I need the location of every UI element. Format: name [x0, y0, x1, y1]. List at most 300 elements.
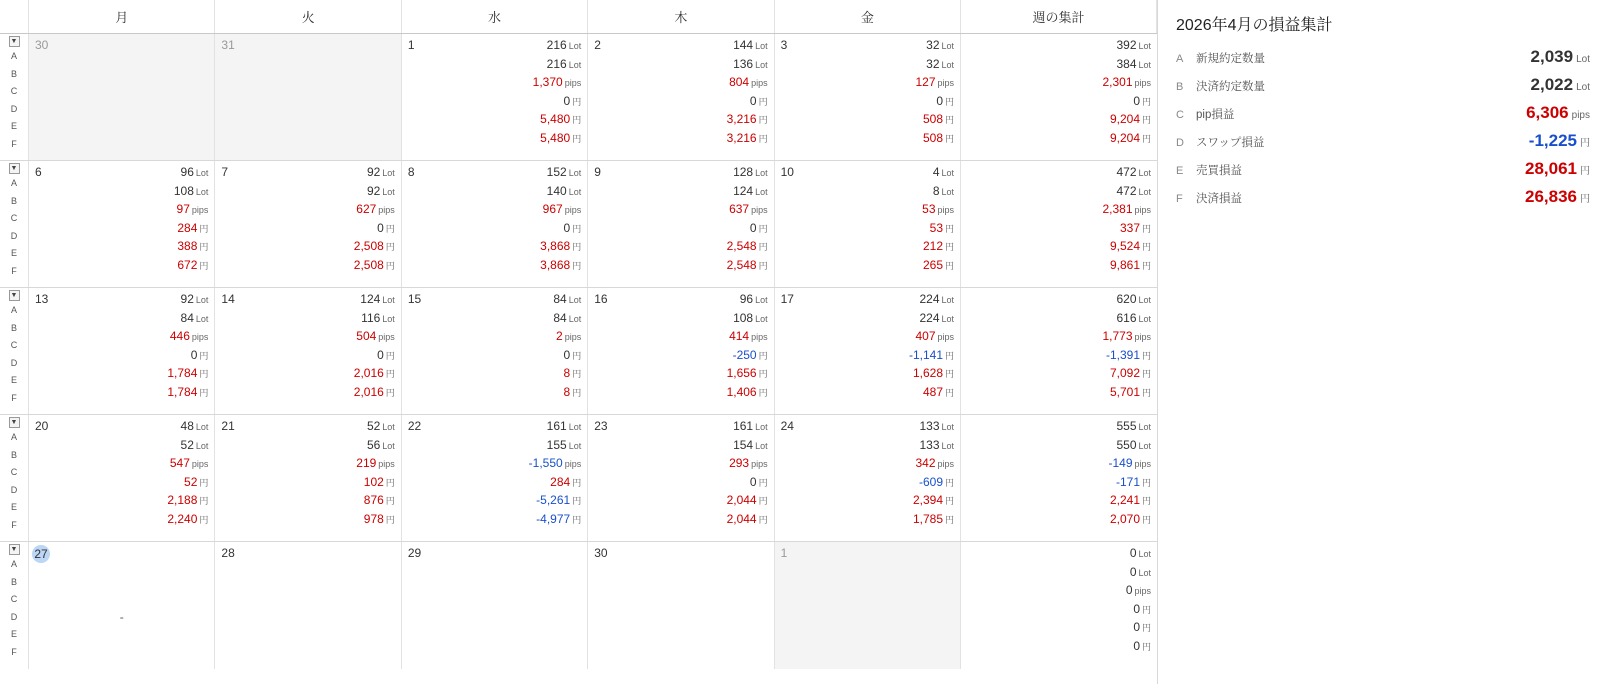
calendar-day-cell[interactable]: [402, 542, 588, 669]
metric-number: 96: [180, 165, 194, 179]
day-number: 7: [221, 165, 229, 179]
metric-number: 97: [176, 202, 190, 216]
metric-unit: Lot: [568, 295, 582, 305]
day-metric-value: [533, 111, 582, 130]
metric-unit: Lot: [568, 422, 582, 432]
day-metric-value: [167, 328, 208, 347]
metric-row-label: D: [10, 357, 18, 368]
metric-number: 284: [550, 474, 571, 489]
week-total-value: [1102, 183, 1151, 202]
metric-unit: 円: [572, 242, 582, 252]
day-metric-value: [913, 474, 954, 493]
metric-number: 392: [1116, 38, 1137, 52]
metric-number: 216: [546, 38, 567, 52]
week-total-value: [1102, 238, 1151, 257]
metric-number: 133: [919, 419, 940, 433]
row-label-column: [0, 161, 29, 287]
metric-unit: 円: [385, 496, 395, 506]
day-number: 21: [221, 419, 235, 433]
column-header-wed: 水: [402, 0, 588, 33]
day-metric-value: [909, 328, 954, 347]
metric-number: 96: [739, 292, 754, 306]
week-total-value: [1108, 437, 1151, 456]
row-label-column: [0, 34, 29, 160]
day-metrics: [167, 291, 208, 402]
metric-unit: Lot: [382, 168, 395, 178]
metric-number: 52: [366, 419, 381, 433]
summary-row-badge: E: [1176, 165, 1184, 177]
day-metric-value: [913, 455, 954, 474]
metric-unit: 円: [1142, 350, 1152, 361]
metric-unit: 円: [758, 477, 768, 488]
calendar-day-cell[interactable]: [588, 542, 774, 669]
metric-number: 212: [922, 239, 944, 253]
metric-unit: 円: [572, 223, 582, 234]
metric-number: 293: [729, 456, 750, 470]
metric-row-label: B: [10, 195, 17, 206]
metric-number: 32: [926, 56, 940, 71]
metric-unit: 円: [572, 477, 582, 488]
calendar-day-cell[interactable]: [588, 415, 774, 541]
day-metric-value: [354, 310, 395, 329]
calendar-day-cell[interactable]: [215, 161, 401, 287]
calendar-day-cell[interactable]: [29, 542, 215, 669]
calendar-day-cell[interactable]: [215, 34, 401, 160]
metric-number: -5,261: [536, 493, 571, 507]
calendar-day-cell[interactable]: [29, 34, 215, 160]
day-metric-value: [727, 291, 768, 310]
summary-row: [1172, 131, 1590, 159]
calendar-day-cell[interactable]: [402, 34, 588, 160]
summary-row-value: [1525, 159, 1590, 179]
metric-unit: 円: [199, 477, 209, 488]
metric-number: 1,785: [912, 511, 944, 526]
calendar-day-cell[interactable]: [402, 415, 588, 541]
week-total-value: [1102, 130, 1151, 149]
day-metrics: [354, 164, 395, 275]
metric-number: 92: [180, 292, 194, 306]
metric-unit: Lot: [195, 168, 209, 178]
metric-unit: 円: [1142, 604, 1152, 615]
metric-number: 124: [360, 292, 381, 306]
day-metric-value: [913, 418, 954, 437]
summary-row-badge: B: [1176, 81, 1184, 93]
day-metrics: [354, 291, 395, 402]
calendar-day-cell[interactable]: [588, 34, 774, 160]
week-total-value: [1102, 74, 1151, 93]
day-metric-value: [915, 37, 954, 56]
calendar-week-row: [0, 34, 1157, 161]
day-number: 29: [407, 546, 422, 560]
day-metric-value: [167, 474, 208, 493]
day-number: 2: [594, 38, 601, 52]
calendar-day-cell[interactable]: [775, 542, 961, 669]
metric-row-label: B: [10, 449, 17, 460]
metric-unit: pips: [378, 332, 395, 342]
metric-number: -171: [1115, 474, 1141, 489]
metric-number: 2,240: [167, 511, 198, 526]
metric-number: 2,301: [1102, 75, 1133, 89]
week-collapse-toggle-icon[interactable]: ▼: [9, 417, 20, 428]
metric-unit: pips: [937, 205, 955, 215]
metric-number: 627: [356, 202, 377, 216]
metric-unit: 円: [385, 477, 395, 488]
metric-unit: Lot: [382, 440, 395, 451]
day-metric-value: [727, 74, 768, 93]
day-metric-value: [174, 257, 209, 276]
day-metric-value: [922, 164, 954, 183]
calendar-weeks: [0, 34, 1157, 669]
metric-number: 136: [733, 56, 754, 71]
day-number: 31: [221, 38, 235, 52]
summary-row-label: スワップ損益: [1196, 137, 1265, 149]
day-metric-value: [354, 183, 395, 202]
metric-unit: 円: [1142, 115, 1152, 125]
metric-number: 550: [1116, 437, 1137, 452]
day-metric-value: [553, 328, 581, 347]
summary-value-unit: 円: [1580, 138, 1590, 149]
calendar-day-cell[interactable]: [215, 288, 401, 414]
metric-unit: Lot: [382, 295, 395, 305]
week-total-value: [1102, 56, 1151, 75]
day-number: 9: [594, 165, 601, 179]
metric-number: 508: [922, 130, 944, 145]
day-metric-value: [553, 291, 581, 310]
day-metric-value: [915, 56, 954, 75]
metric-number: 967: [542, 202, 563, 216]
day-number: 1: [407, 38, 415, 52]
calendar-day-cell[interactable]: [29, 415, 215, 541]
column-header-mon: 月: [29, 0, 215, 33]
day-metric-value: [540, 183, 581, 202]
metric-number: 0: [749, 220, 757, 235]
day-metric-value: [922, 220, 954, 239]
metric-number: 5,480: [540, 130, 571, 145]
summary-value-unit: Lot: [1576, 82, 1590, 93]
metric-unit: Lot: [941, 295, 955, 305]
metric-unit: Lot: [755, 41, 768, 51]
metric-unit: 円: [199, 242, 209, 252]
day-metric-value: [727, 238, 768, 257]
calendar-day-cell[interactable]: [402, 288, 588, 414]
metric-unit: Lot: [1138, 295, 1152, 305]
summary-row-label: 決済損益: [1196, 193, 1242, 205]
metric-unit: pips: [751, 332, 768, 342]
metric-unit: 円: [945, 369, 955, 379]
metric-number: -1,141: [908, 347, 944, 362]
week-total-value: [1126, 638, 1151, 657]
day-metric-value: [909, 310, 954, 329]
day-metric-value: [529, 511, 582, 530]
metric-number: 140: [546, 183, 567, 198]
metric-number: 388: [177, 239, 198, 253]
metric-row-label: D: [10, 230, 18, 241]
metric-number: 2,044: [726, 493, 757, 507]
summary-row-value: [1529, 131, 1590, 151]
column-header-fri: 金: [775, 0, 961, 33]
summary-row-badge: C: [1176, 109, 1184, 121]
day-metric-value: [529, 455, 582, 474]
metric-number: 2,070: [1109, 511, 1141, 526]
metric-number: -1,391: [1105, 347, 1141, 362]
metric-unit: 円: [945, 223, 955, 234]
week-total-value: [1126, 582, 1151, 601]
week-total-value: [1102, 164, 1151, 183]
week-collapse-toggle-icon[interactable]: ▼: [9, 163, 20, 174]
day-metric-value: [553, 384, 581, 403]
week-total-metrics: [1102, 291, 1151, 402]
day-metric-value: [167, 365, 208, 384]
summary-row-label: 新規約定数量: [1196, 53, 1265, 65]
metric-unit: pips: [751, 459, 768, 469]
metric-number: -250: [732, 347, 757, 362]
summary-value-number: -1,225: [1528, 131, 1577, 150]
day-metric-value: [922, 238, 954, 257]
day-metrics: [915, 37, 954, 148]
day-metric-value: [553, 310, 581, 329]
calendar-day-cell[interactable]: [588, 288, 774, 414]
day-metric-value: [174, 183, 209, 202]
metric-number: 0: [1133, 620, 1141, 634]
day-metric-value: [174, 164, 209, 183]
metric-number: 1,370: [532, 75, 563, 89]
summary-row: [1172, 75, 1590, 103]
calendar-day-cell[interactable]: [775, 34, 961, 160]
metric-number: 672: [177, 257, 198, 272]
calendar-day-cell[interactable]: [588, 161, 774, 287]
metric-unit: pips: [1134, 205, 1152, 215]
metric-number: 504: [356, 329, 377, 343]
metric-unit: pips: [1134, 78, 1152, 88]
week-total-cell: [961, 161, 1157, 287]
calendar-header-row: [0, 0, 1157, 34]
week-collapse-toggle-icon[interactable]: ▼: [9, 544, 20, 555]
metric-unit: Lot: [941, 41, 955, 51]
metric-number: 2: [556, 329, 563, 343]
metric-unit: 円: [1142, 369, 1152, 379]
metric-unit: 円: [572, 133, 582, 144]
metric-unit: Lot: [1138, 422, 1152, 432]
calendar-week-row: [0, 161, 1157, 288]
week-total-value: [1102, 291, 1151, 310]
calendar-day-cell[interactable]: [402, 161, 588, 287]
week-total-value: [1108, 455, 1151, 474]
metric-number: 0: [377, 220, 384, 235]
metric-number: 384: [1116, 56, 1137, 71]
summary-value-unit: 円: [1580, 194, 1590, 205]
metric-number: 224: [919, 310, 940, 325]
calendar-header-corner: [0, 0, 29, 33]
day-number: 22: [407, 419, 422, 433]
day-metric-value: [167, 347, 208, 366]
metric-unit: Lot: [382, 186, 395, 197]
day-metric-value: [727, 130, 768, 149]
metric-unit: Lot: [568, 186, 582, 197]
calendar-day-cell[interactable]: [775, 288, 961, 414]
day-metrics: [727, 37, 768, 148]
metric-number: 876: [363, 493, 384, 507]
day-number: 20: [35, 419, 49, 433]
week-total-value: [1102, 310, 1151, 329]
day-metric-value: [356, 492, 395, 511]
metric-number: 0: [377, 347, 384, 362]
metric-number: 133: [919, 437, 940, 452]
day-metric-value: [540, 238, 581, 257]
metric-unit: 円: [385, 369, 395, 379]
metric-row-label: B: [10, 68, 17, 79]
metric-number: 407: [915, 329, 936, 343]
metric-number: 2,044: [726, 511, 757, 526]
metric-unit: 円: [1142, 623, 1152, 633]
metric-unit: 円: [199, 387, 209, 398]
day-metric-value: [915, 93, 954, 112]
calendar-day-cell[interactable]: [29, 288, 215, 414]
summary-row: [1172, 187, 1590, 215]
metric-number: 9,524: [1109, 239, 1141, 253]
week-total-value: [1102, 328, 1151, 347]
day-metrics: [540, 164, 581, 275]
week-total-value: [1102, 37, 1151, 56]
metric-number: 0: [563, 347, 571, 362]
metric-unit: 円: [199, 514, 209, 525]
metric-number: -149: [1108, 456, 1133, 470]
calendar-day-cell[interactable]: [775, 161, 961, 287]
day-metric-value: [727, 37, 768, 56]
summary-row-value: [1526, 103, 1590, 123]
day-metric-value: [727, 201, 768, 220]
day-number: 1: [780, 546, 788, 560]
metric-row-label: F: [11, 519, 17, 530]
day-metric-value: [727, 492, 768, 511]
metric-unit: 円: [758, 260, 768, 271]
day-metric-value: [533, 93, 582, 112]
metric-unit: 円: [758, 242, 768, 252]
week-total-value: [1108, 418, 1151, 437]
metric-number: 0: [749, 93, 757, 108]
metric-unit: Lot: [568, 59, 582, 70]
metric-unit: 円: [199, 369, 209, 379]
day-metric-value: [922, 257, 954, 276]
day-metric-value: [529, 437, 582, 456]
metric-number: 284: [177, 220, 198, 235]
summary-title: 2026年4月の損益集計: [1176, 17, 1333, 34]
calendar-day-cell[interactable]: [775, 415, 961, 541]
metric-number: 8: [563, 366, 571, 380]
metric-unit: Lot: [195, 440, 209, 451]
calendar-day-cell[interactable]: [215, 415, 401, 541]
metric-number: 2,548: [726, 257, 757, 272]
day-metric-value: [356, 418, 395, 437]
metric-row-label: C: [10, 340, 18, 350]
day-number: 6: [35, 165, 42, 179]
metric-unit: Lot: [941, 440, 955, 451]
day-metrics: [913, 418, 954, 529]
metric-number: 2,016: [353, 384, 384, 399]
metric-unit: Lot: [941, 59, 955, 70]
week-collapse-toggle-icon[interactable]: ▼: [9, 290, 20, 301]
day-metric-value: [915, 74, 954, 93]
metric-unit: 円: [385, 260, 395, 271]
metric-unit: pips: [564, 459, 582, 469]
day-metric-value: [356, 511, 395, 530]
day-metric-value: [174, 201, 209, 220]
metric-number: 0: [563, 220, 571, 235]
summary-row-label: 売買損益: [1196, 165, 1242, 177]
metric-unit: 円: [758, 223, 768, 234]
week-total-value: [1102, 347, 1151, 366]
metric-number: 2,381: [1102, 202, 1133, 216]
metric-number: 0: [1129, 546, 1137, 560]
metric-unit: Lot: [568, 440, 582, 451]
week-total-value: [1102, 257, 1151, 276]
day-metric-value: [727, 56, 768, 75]
metric-number: 9,204: [1109, 130, 1141, 145]
metric-number: 555: [1116, 419, 1137, 433]
week-total-value: [1126, 545, 1151, 564]
week-collapse-toggle-icon[interactable]: ▼: [9, 36, 20, 47]
day-metric-value: [174, 238, 209, 257]
metric-number: 1,784: [167, 366, 198, 380]
day-metric-value: [727, 111, 768, 130]
monthly-summary-panel: [1158, 0, 1608, 684]
day-metric-value: [354, 347, 395, 366]
metric-row-label: C: [10, 467, 18, 477]
metric-unit: 円: [945, 115, 955, 125]
day-number: 23: [594, 419, 608, 433]
metric-unit: 円: [758, 496, 768, 506]
metric-number: 84: [553, 292, 567, 306]
metric-unit: Lot: [755, 440, 768, 451]
metric-number: 52: [180, 437, 194, 452]
metric-number: 127: [915, 75, 936, 89]
metric-number: 2,394: [912, 493, 944, 507]
metric-unit: Lot: [195, 295, 209, 305]
week-total-cell: [961, 415, 1157, 541]
calendar-day-cell[interactable]: [215, 542, 401, 669]
day-metric-value: [909, 384, 954, 403]
summary-row-badge: A: [1176, 53, 1184, 65]
metric-unit: 円: [572, 350, 582, 361]
metric-row-label: A: [10, 51, 17, 61]
day-metric-value: [913, 437, 954, 456]
metric-number: 1,773: [1102, 329, 1133, 343]
day-metric-value: [727, 418, 768, 437]
metric-unit: pips: [1134, 586, 1152, 596]
metric-number: -609: [918, 474, 944, 489]
day-metric-value: [727, 257, 768, 276]
metric-row-label: E: [10, 375, 17, 385]
metric-unit: 円: [1142, 242, 1152, 252]
metric-number: 2,241: [1109, 493, 1141, 507]
metric-unit: 円: [758, 514, 768, 525]
day-metric-value: [354, 365, 395, 384]
metric-unit: Lot: [1138, 549, 1152, 559]
day-number: 30: [35, 38, 49, 52]
day-number: 17: [780, 292, 794, 306]
week-total-value: [1102, 93, 1151, 112]
metric-unit: 円: [945, 514, 955, 525]
empty-day-placeholder: -: [119, 610, 124, 624]
calendar-day-cell[interactable]: [29, 161, 215, 287]
day-metrics: [356, 418, 395, 529]
week-total-value: [1126, 564, 1151, 583]
day-metric-value: [167, 511, 208, 530]
metric-number: 84: [180, 310, 194, 325]
metric-row-label: C: [10, 86, 18, 96]
metric-number: 5,701: [1109, 384, 1141, 399]
week-total-value: [1108, 474, 1151, 493]
day-metrics: [553, 291, 581, 402]
